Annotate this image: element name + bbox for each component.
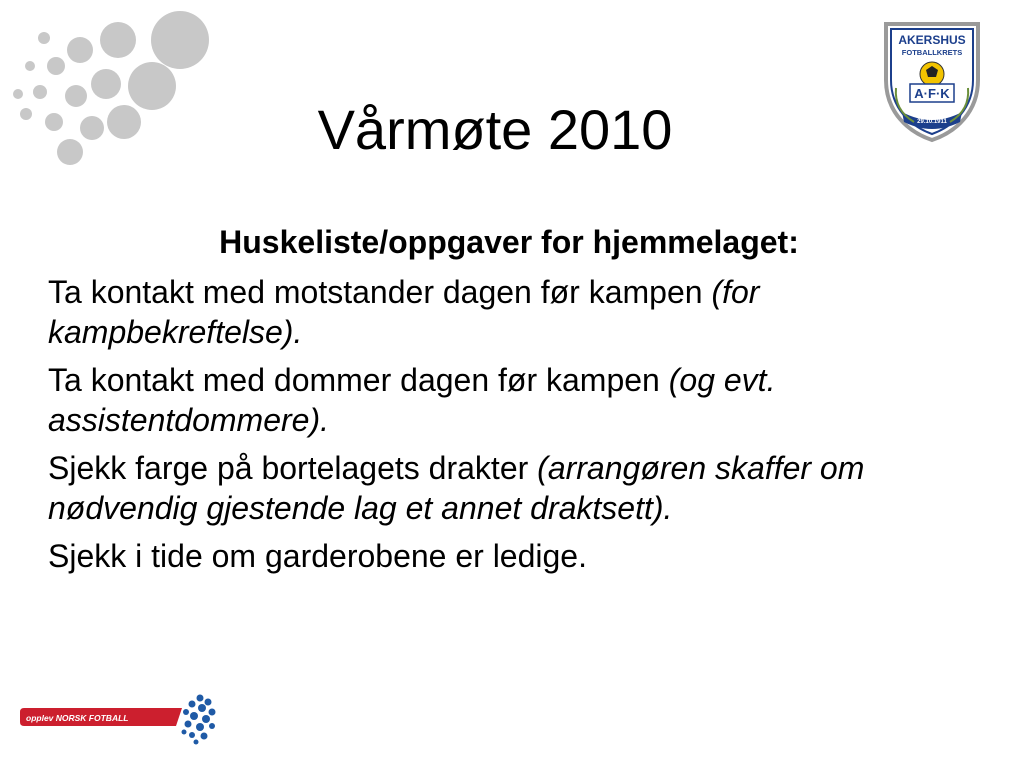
- list-item-text: Sjekk i tide om garderobene er ledige.: [48, 538, 587, 574]
- list-item: [48, 536, 978, 576]
- list-item-note: (arrangøren skaffer om nødvendig gjestende lag et annet draktsett).: [48, 450, 865, 526]
- norsk-fotball-text: opplev NORSK FOTBALL: [26, 713, 129, 723]
- blue-ball-dots-icon: [182, 695, 216, 745]
- list-item: [48, 360, 978, 440]
- slide-subtitle: Huskeliste/oppgaver for hjemmelaget:: [219, 224, 799, 260]
- norsk-fotball-logo: [18, 690, 218, 746]
- list-item-text: Ta kontakt med motstander dagen før kampen: [48, 274, 712, 310]
- list-item-note: (for kampbekreftelse).: [48, 274, 760, 350]
- slide-title: Vårmøte 2010: [317, 98, 673, 161]
- afk-ribbon-date: 29.10.1911: [917, 119, 947, 125]
- list-item-text: Sjekk farge på bortelagets drakter: [48, 450, 538, 486]
- list-item-note: (og evt. assistentdommere).: [48, 362, 776, 438]
- afk-top-text: AKERSHUS: [898, 33, 966, 47]
- list-item-text: Ta kontakt med dommer dagen før kampen: [48, 362, 669, 398]
- afk-sub-text: FOTBALLKRETS: [901, 48, 963, 57]
- afk-initials: A·F·K: [914, 86, 950, 101]
- list-item: [48, 272, 978, 352]
- list-item: [48, 448, 978, 528]
- checklist: [48, 272, 978, 584]
